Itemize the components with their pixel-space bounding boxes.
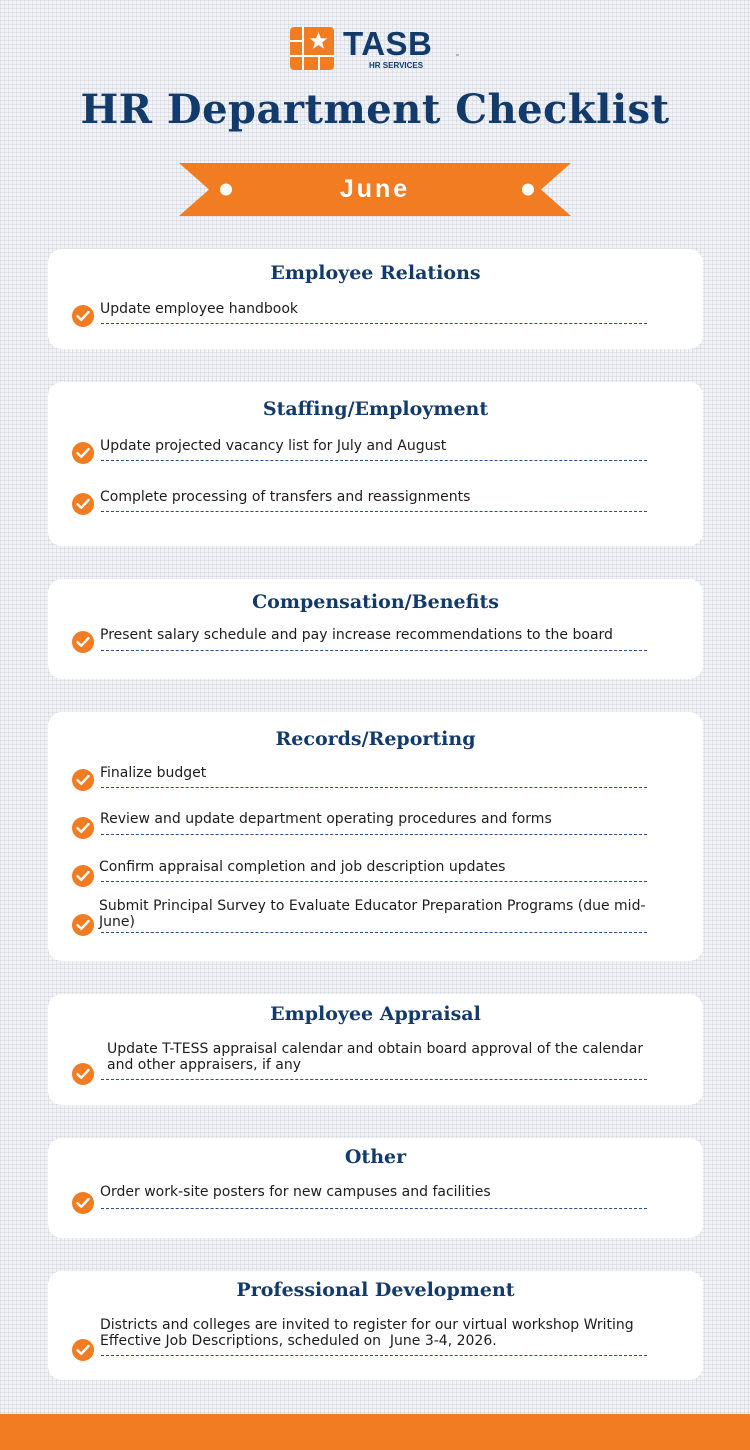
section-title: Employee Appraisal — [270, 1003, 481, 1025]
checklist-item-text: Update T-TESS appraisal calendar and obtain board approval of the calendar and other appraisers, if any — [107, 1041, 644, 1073]
dashed-underline — [101, 1355, 647, 1356]
section-title: Staffing/Employment — [262, 398, 489, 420]
check-circle-icon — [72, 914, 94, 936]
dashed-underline — [101, 881, 647, 882]
section-title: Compensation/Benefits — [252, 591, 499, 613]
checklist-item-text: Review and update department operating procedures and forms — [100, 811, 552, 827]
check-circle-icon — [72, 305, 94, 327]
logo-wordmark: TASB — [343, 25, 433, 62]
check-circle-icon — [72, 1339, 94, 1361]
dashed-underline — [101, 1079, 647, 1080]
checklist-item-text: Present salary schedule and pay increase recommendations to the board — [100, 627, 613, 643]
check-circle-icon — [72, 493, 94, 515]
tasb-star-logo-icon — [290, 27, 334, 70]
dashed-underline — [101, 323, 647, 324]
checklist-item-text: Complete processing of transfers and reassignments — [100, 489, 471, 505]
tasb-logo — [290, 27, 470, 73]
check-circle-icon — [72, 865, 94, 887]
dashed-underline — [101, 460, 647, 461]
section-staffing-employment — [48, 382, 703, 546]
dashed-underline — [101, 787, 647, 788]
check-circle-icon — [72, 1192, 94, 1214]
checklist-item-text: Update projected vacancy list for July and August — [100, 438, 447, 454]
checklist-item-text: Order work-site posters for new campuses and facilities — [100, 1184, 491, 1200]
dashed-underline — [101, 650, 647, 651]
section-compensation-benefits — [48, 579, 703, 679]
footer-bar — [0, 1414, 750, 1450]
checklist-item-text: Finalize budget — [100, 765, 207, 781]
page-title: HR Department Checklist — [80, 86, 670, 133]
checklist-item-text: Districts and colleges are invited to register for our virtual workshop Writing Effective Job Descriptions, scheduled on June 3-4, 2026. — [100, 1317, 639, 1349]
section-title: Records/Reporting — [275, 728, 476, 750]
dashed-underline — [101, 511, 647, 512]
checklist-item-text: Update employee handbook — [100, 301, 299, 317]
section-employee-appraisal — [48, 994, 703, 1105]
check-circle-icon — [72, 769, 94, 791]
dashed-underline — [101, 834, 647, 835]
dashed-underline — [101, 1208, 647, 1209]
section-title: Employee Relations — [270, 262, 481, 284]
checklist-item-text: Submit Principal Survey to Evaluate Educator Preparation Programs (due mid-June) — [99, 898, 646, 930]
section-title: Other — [344, 1146, 407, 1168]
section-title: Professional Development — [236, 1279, 515, 1301]
check-circle-icon — [72, 442, 94, 464]
check-circle-icon — [72, 817, 94, 839]
month-label: June — [339, 175, 411, 203]
logo-subtitle: HR SERVICES — [369, 61, 424, 70]
section-employee-relations — [48, 249, 703, 349]
dashed-underline — [101, 932, 647, 933]
check-circle-icon — [72, 1063, 94, 1085]
section-records-reporting — [48, 712, 703, 961]
section-other — [48, 1138, 703, 1238]
check-circle-icon — [72, 631, 94, 653]
section-professional-development — [48, 1271, 703, 1380]
checklist-item-text: Confirm appraisal completion and job description updates — [99, 859, 506, 875]
logo-trademark: ™ — [455, 54, 460, 60]
